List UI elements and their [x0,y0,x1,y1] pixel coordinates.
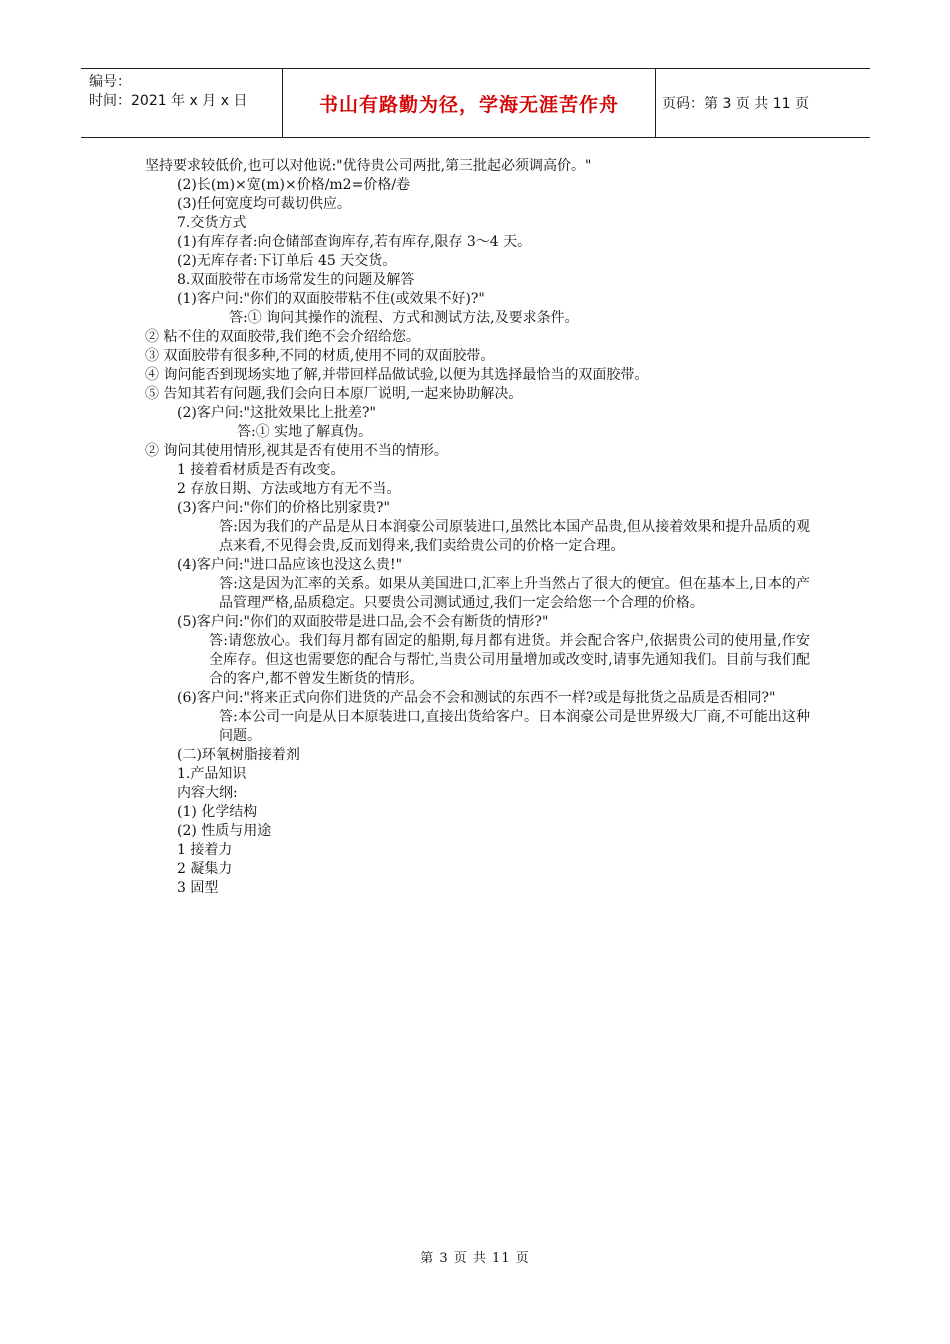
question-line: (5)客户问:"你们的双面胶带是进口品,会不会有断货的情形?" [177,614,549,630]
outline-item: (1) 化学结构 [177,804,258,820]
section-heading: 1.产品知识 [177,766,247,782]
answer-paragraph: 答:请您放心。我们每月都有固定的船期,每月都有进货。并会配合客户,依据贵公司的使用量,作安全库存。但这也需要您的配合与帮忙,当贵公司用量增加或改变时,请事先通知我们。目前与我们配合的客户,都不曾发生断货的情形。 [209,633,810,687]
outline-item: 3 固型 [177,880,219,896]
answer-paragraph: 答:这是因为汇率的关系。如果从美国进口,汇率上升当然占了很大的便宜。但在基本上,日本的产品管理严格,品质稳定。只要贵公司测试通过,我们一定会给您一个合理的价格。 [219,576,810,611]
outline-item: 1 接着力 [177,842,233,858]
page-header [81,68,870,138]
body-line: 坚持要求较低价,也可以对他说:"优待贵公司两批,第三批起必须调高价。" [145,158,592,174]
body-line: 内容大纲: [177,785,238,801]
answer-paragraph: 答:本公司一向是从日本原装进口,直接出货给客户。日本润豪公司是世界级大厂商,不可能出这种问题。 [219,709,810,744]
section-heading: 7.交货方式 [177,215,247,231]
answer-line: 2 存放日期、方法或地方有无不当。 [177,481,401,497]
header-motto: 书山有路勤为径，学海无涯苦作舟 [283,69,656,137]
question-line: (6)客户问:"将来正式向你们进货的产品会不会和测试的东西不一样?或是每批货之品质是否相同?" [177,690,776,706]
question-line: (4)客户问:"进口品应该也没这么贵!" [177,557,403,573]
document-number-label: 编号： [89,74,131,90]
header-page-number: 页码：第 3 页 共 11 页 [662,96,809,112]
question-line: (3)客户问:"你们的价格比别家贵?" [177,500,390,516]
outline-item: (2) 性质与用途 [177,823,272,839]
header-left-cell [81,69,283,137]
section-heading: 8.双面胶带在市场常发生的问题及解答 [177,272,415,288]
answer-line: ④ 询问能否到现场实地了解,并带回样品做试验,以便为其选择最恰当的双面胶带。 [145,367,649,383]
body-line: (3)任何宽度均可裁切供应。 [177,196,351,212]
answer-line: 答:① 询问其操作的流程、方式和测试方法,及要求条件。 [229,310,579,326]
question-line: (2)客户问:"这批效果比上批差?" [177,405,376,421]
page-footer: 第 3 页 共 11 页 [420,1251,530,1266]
answer-line: ② 询问其使用情形,视其是否有使用不当的情形。 [145,443,448,459]
outline-item: 2 凝集力 [177,861,233,877]
body-line: (2)无库存者:下订单后 45 天交货。 [177,253,397,269]
answer-line: 1 接着看材质是否有改变。 [177,462,345,478]
answer-line: ⑤ 告知其若有问题,我们会向日本原厂说明,一起来协助解决。 [145,386,523,402]
answer-paragraph: 答:因为我们的产品是从日本润豪公司原装进口,虽然比本国产品贵,但从接着效果和提升品质的观点来看,不见得会贵,反而划得来,我们卖给贵公司的价格一定合理。 [219,519,810,554]
answer-line: ③ 双面胶带有很多种,不同的材质,使用不同的双面胶带。 [145,348,495,364]
body-line: (1)有库存者:向仓储部查询库存,若有库存,限存 3～4 天。 [177,234,532,250]
body-line: (2)长(m)×宽(m)×价格/m2=价格/卷 [177,177,411,193]
answer-line: 答:① 实地了解真伪。 [237,424,373,440]
section-heading: (二)环氧树脂接着剂 [177,747,300,763]
answer-line: ② 粘不住的双面胶带,我们绝不会介绍给您。 [145,329,420,345]
document-date-label: 时间：2021 年 x 月 x 日 [89,93,248,109]
question-line: (1)客户问:"你们的双面胶带粘不住(或效果不好)?" [177,291,485,307]
document-body [145,157,810,898]
